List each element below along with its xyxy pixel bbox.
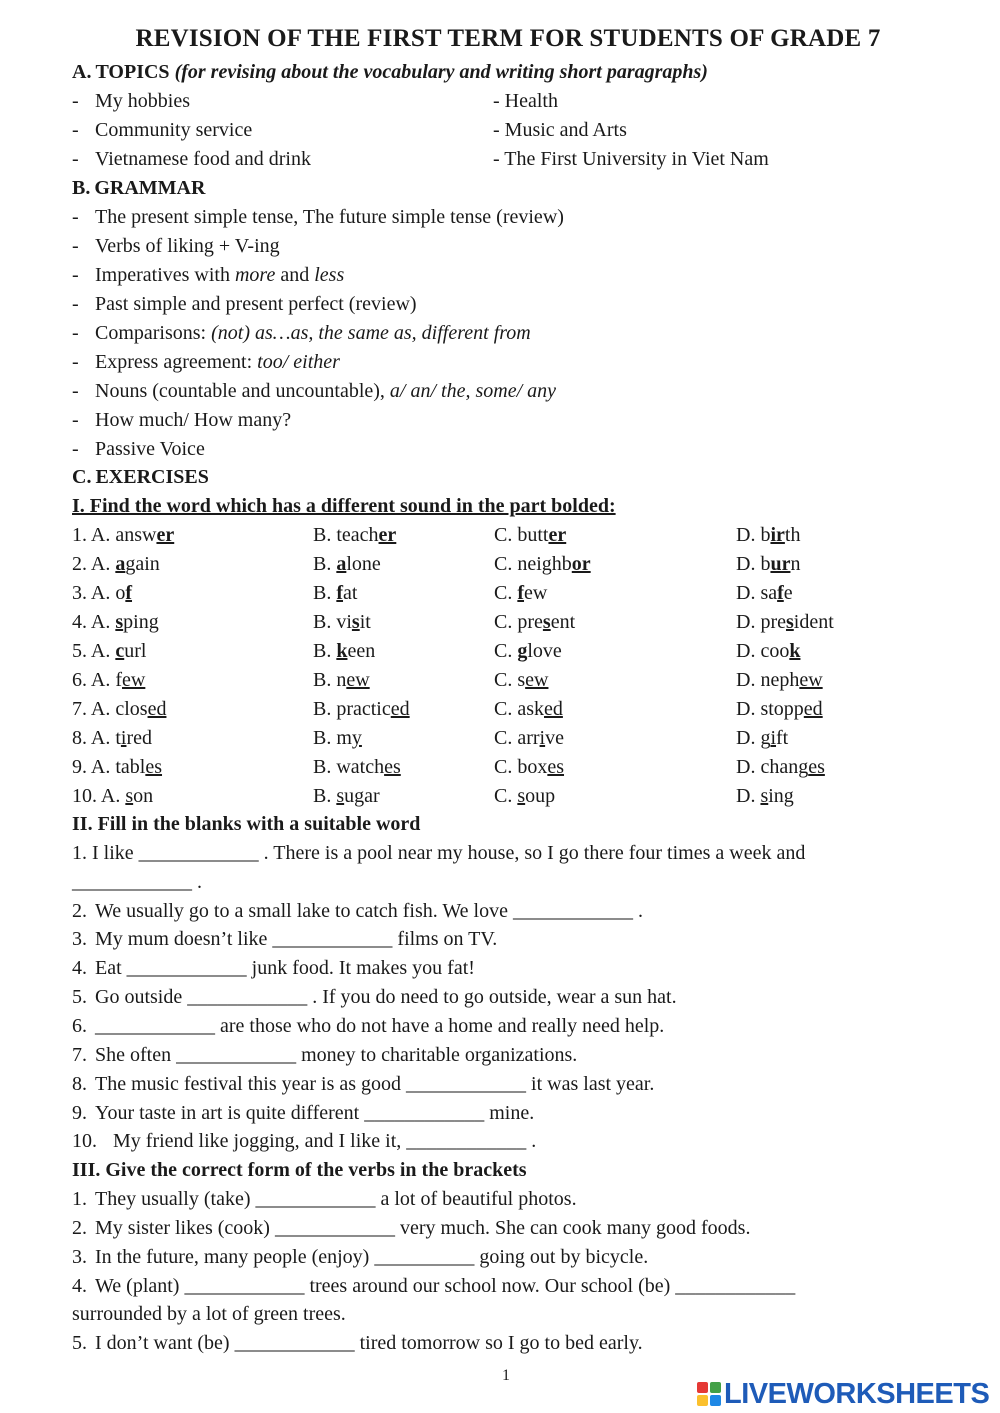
option-c: C. few — [494, 582, 548, 604]
topic-item: - My hobbies — [72, 90, 190, 112]
option-c: C. present — [494, 611, 576, 633]
grammar-item: - Verbs of liking + V-ing — [72, 235, 280, 257]
option-d: D. changes — [736, 756, 825, 778]
sound-part: g — [517, 640, 528, 662]
option-a: 5. A. curl — [72, 640, 147, 662]
topic-item: - Vietnamese food and drink — [72, 148, 311, 170]
fill-blank-item: ____________ . — [72, 871, 202, 893]
option-a: 7. A. closed — [72, 698, 167, 720]
option-b: B. alone — [313, 553, 381, 575]
sound-part: ir — [770, 524, 785, 546]
page-number: 1 — [502, 1367, 510, 1384]
option-b: B. fat — [313, 582, 358, 604]
fill-blank-item: 8. The music festival this year is as good ____________ it was last year. — [72, 1073, 655, 1095]
sound-part: ed — [147, 698, 167, 720]
option-a: 1. A. answer — [72, 524, 175, 546]
sound-part: es — [547, 756, 565, 778]
option-a: 4. A. sping — [72, 611, 159, 633]
option-c: C. soup — [494, 785, 556, 807]
section-a-label: A. — [72, 61, 92, 83]
grammar-item: - Passive Voice — [72, 438, 205, 460]
sound-part: s — [517, 785, 526, 807]
section-b-heading: B. GRAMMAR — [72, 177, 206, 199]
sound-part: f — [125, 582, 133, 604]
option-d: D. burn — [736, 553, 801, 575]
topic-item: - The First University in Viet Nam — [493, 148, 769, 170]
sound-part: ed — [803, 698, 823, 720]
sound-part: y — [351, 727, 362, 749]
option-d: D. sing — [736, 785, 794, 807]
page-title: REVISION OF THE FIRST TERM FOR STUDENTS OF GRADE 7 — [135, 25, 881, 52]
sound-part: k — [336, 640, 348, 662]
option-d: D. president — [736, 611, 834, 633]
verb-form-item: 2. My sister likes (cook) ____________ very much. She can cook many good foods. — [72, 1217, 751, 1239]
option-c: C. boxes — [494, 756, 565, 778]
section-a-title: TOPICS — [95, 61, 170, 83]
topic-item: - Music and Arts — [493, 119, 627, 141]
sound-part: a — [336, 553, 347, 575]
option-b: B. teacher — [313, 524, 397, 546]
option-b: B. watches — [313, 756, 401, 778]
sound-part: a — [115, 553, 126, 575]
sound-part: i — [120, 727, 127, 749]
sound-part: s — [785, 611, 794, 633]
grammar-item: - Nouns (countable and uncountable), a/ an/ the, some/ any — [72, 380, 557, 402]
liveworksheets-logo-icon — [697, 1382, 721, 1406]
option-a: 9. A. tables — [72, 756, 163, 778]
sound-part: es — [808, 756, 825, 778]
sound-part: c — [115, 640, 125, 662]
sound-part: ew — [346, 669, 370, 691]
option-b: B. sugar — [313, 785, 380, 807]
sound-part: ed — [544, 698, 563, 720]
fill-blank-item: 9. Your taste in art is quite different ____________ mine. — [72, 1102, 535, 1124]
sound-part: es — [384, 756, 401, 778]
option-c: C. butter — [494, 524, 567, 546]
section-a-heading — [72, 60, 708, 84]
option-b: B. keen — [313, 640, 376, 662]
grammar-item: - Past simple and present perfect (review) — [72, 293, 417, 315]
option-d: D. gift — [736, 727, 789, 749]
option-b: B. visit — [313, 611, 371, 633]
sound-part: er — [156, 524, 175, 546]
fill-blank-item: 4. Eat ____________ junk food. It makes you fat! — [72, 957, 475, 979]
option-d: D. safe — [736, 582, 793, 604]
sound-part: s — [542, 611, 551, 633]
verb-form-item: 4. We (plant) ____________ trees around our school now. Our school (be) ____________ — [72, 1275, 796, 1297]
fill-blank-item: 3. My mum doesn’t like ____________ films on TV. — [72, 928, 498, 950]
fill-blank-item: 1. I like ____________ . There is a pool near my house, so I go there four times a week and — [72, 842, 806, 864]
sound-part: ew — [122, 669, 146, 691]
sound-part: ur — [770, 553, 791, 575]
exercise-3-heading: III. Give the correct form of the verbs in the brackets — [72, 1159, 527, 1181]
sound-part: f — [336, 582, 344, 604]
option-c: C. sew — [494, 669, 549, 691]
option-a: 10. A. son — [72, 785, 154, 807]
option-b: B. new — [313, 669, 370, 691]
liveworksheets-logo[interactable] — [697, 1378, 989, 1410]
grammar-item: - Imperatives with more and less — [72, 264, 345, 286]
option-c: C. asked — [494, 698, 563, 720]
sound-part: er — [548, 524, 567, 546]
sound-part: er — [378, 524, 397, 546]
sound-part: ew — [525, 669, 549, 691]
option-a: 2. A. again — [72, 553, 160, 575]
verb-form-item: 3. In the future, many people (enjoy) __________ going out by bicycle. — [72, 1246, 649, 1268]
topic-item: - Health — [493, 90, 558, 112]
option-a: 6. A. few — [72, 669, 146, 691]
grammar-item: - Express agreement: too/ either — [72, 351, 340, 373]
sound-part: f — [777, 582, 784, 604]
fill-blank-item: 7. She often ____________ money to charitable organizations. — [72, 1044, 578, 1066]
option-d: D. birth — [736, 524, 801, 546]
sound-part: es — [145, 756, 163, 778]
verb-form-item: 5. I don’t want (be) ____________ tired tomorrow so I go to bed early. — [72, 1332, 643, 1354]
fill-blank-item: 5. Go outside ____________ . If you do need to go outside, wear a sun hat. — [72, 986, 677, 1008]
fill-blank-item: 2. We usually go to a small lake to catch fish. We love ____________ . — [72, 900, 643, 922]
option-b: B. practiced — [313, 698, 410, 720]
liveworksheets-logo-text: LIVEWORKSHEETS — [724, 1377, 990, 1410]
option-c: C. glove — [494, 640, 562, 662]
fill-blank-item: 6. ____________ are those who do not have a home and really need help. — [72, 1015, 665, 1037]
exercise-2-heading: II. Fill in the blanks with a suitable word — [72, 813, 421, 835]
grammar-item: - How much/ How many? — [72, 409, 292, 431]
sound-part: s — [760, 785, 769, 807]
sound-part: k — [789, 640, 801, 662]
exercise-1-heading: I. Find the word which has a different sound in the part bolded: — [72, 495, 616, 517]
option-c: C. arrive — [494, 727, 564, 749]
topic-item: - Community service — [72, 119, 253, 141]
option-c: C. neighbor — [494, 553, 591, 575]
sound-part: or — [571, 553, 591, 575]
sound-part: i — [539, 727, 546, 749]
grammar-item: - Comparisons: (not) as…as, the same as, different from — [72, 322, 531, 344]
sound-part: s — [125, 785, 134, 807]
verb-form-item: surrounded by a lot of green trees. — [72, 1303, 346, 1325]
option-a: 8. A. tired — [72, 727, 153, 749]
sound-part: ed — [390, 698, 410, 720]
option-d: D. stopped — [736, 698, 823, 720]
option-b: B. my — [313, 727, 362, 749]
section-c-heading: C. EXERCISES — [72, 466, 209, 488]
fill-blank-item: 10. My friend like jogging, and I like it, ____________ . — [72, 1130, 537, 1152]
grammar-item: - The present simple tense, The future simple tense (review) — [72, 206, 564, 228]
option-a: 3. A. of — [72, 582, 133, 604]
sound-part: s — [336, 785, 345, 807]
sound-part: i — [770, 727, 777, 749]
sound-part: s — [351, 611, 360, 633]
option-d: D. nephew — [736, 669, 823, 691]
verb-form-item: 1. They usually (take) ____________ a lot of beautiful photos. — [72, 1188, 577, 1210]
section-a-note: (for revising about the vocabulary and writing short paragraphs) — [174, 61, 708, 83]
sound-part: s — [115, 611, 124, 633]
option-d: D. cook — [736, 640, 801, 662]
sound-part: ew — [799, 669, 823, 691]
sound-part: f — [517, 582, 525, 604]
